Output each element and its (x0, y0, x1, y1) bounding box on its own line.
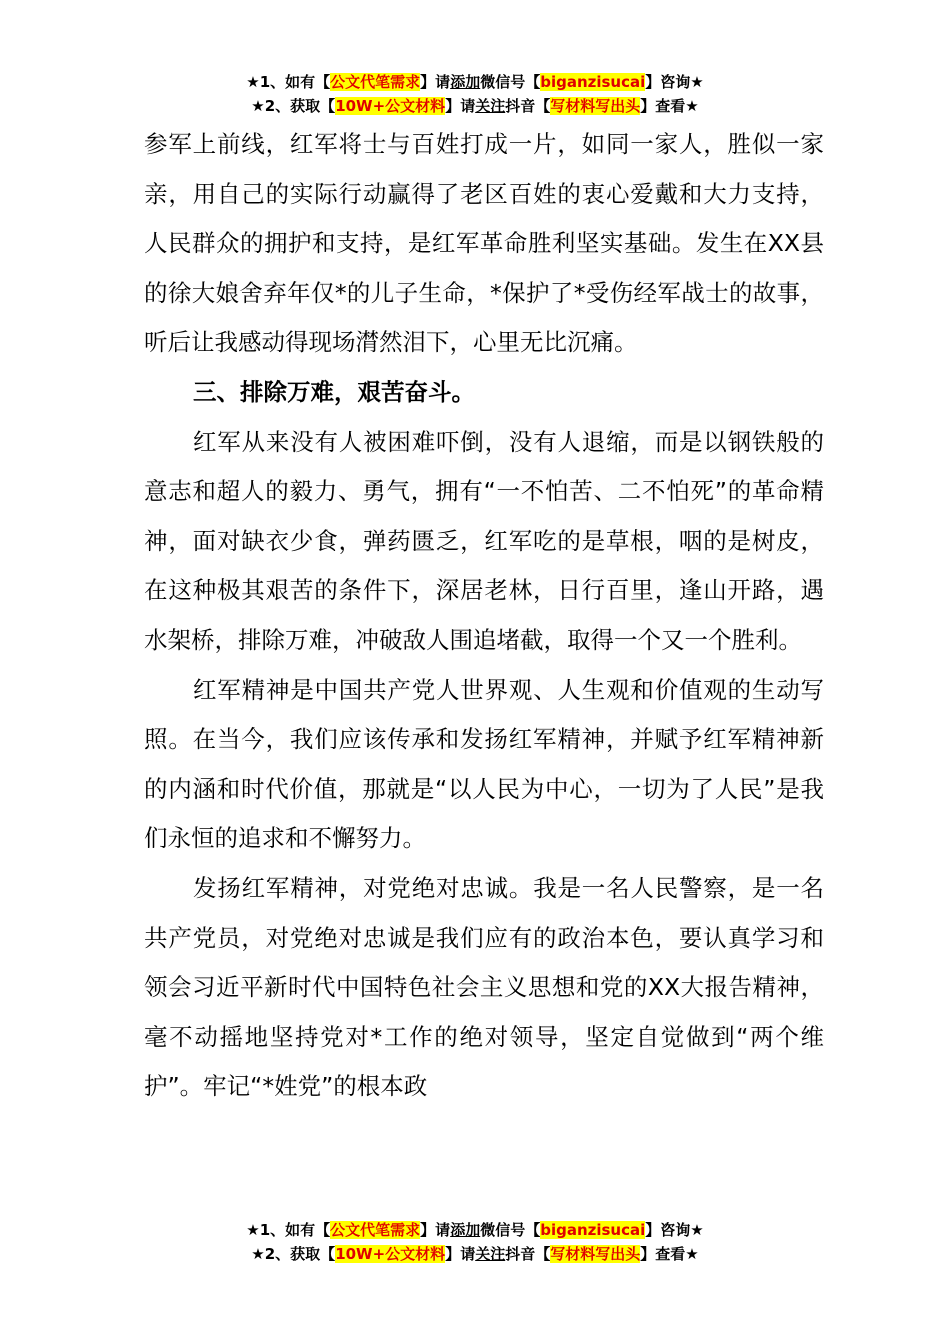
banner-text: 】咨询★ (645, 1221, 704, 1239)
banner-text: 微信号【 (480, 1221, 541, 1239)
highlight-wechat-id: biganzisucai (540, 1221, 646, 1239)
banner-line-2 (0, 1242, 950, 1266)
banner-text: 】请 (445, 97, 476, 115)
banner-text: 】查看★ (640, 97, 699, 115)
top-banner (0, 70, 950, 118)
highlight-douyin: 写材料写出头 (550, 1245, 641, 1263)
highlight-materials: 10W+公文材料 (335, 97, 446, 115)
highlight-materials: 10W+公文材料 (335, 1245, 446, 1263)
bottom-banner (0, 1218, 950, 1266)
paragraph-1: 参军上前线，红军将士与百姓打成一片，如同一家人，胜似一家亲，用自己的实际行动赢得了老区百姓的衷心爱戴和大力支持，人民群众的拥护和支持，是红军革命胜利坚实基础。发生在XX县的徐大娘舍弃年仅*的儿子生命，*保护了*受伤经军战士的故事，听后让我感动得现场潸然泪下，心里无比沉痛。 (144, 130, 824, 357)
underlined-text: 添加 (450, 1221, 481, 1239)
banner-text: 微信号【 (480, 73, 541, 91)
banner-line-1 (0, 70, 950, 94)
banner-text: 】请 (445, 1245, 476, 1263)
underlined-text: 添加 (450, 73, 481, 91)
banner-text: 】请 (420, 73, 451, 91)
highlight-wechat-id: biganzisucai (540, 73, 646, 91)
banner-text: 】查看★ (640, 1245, 699, 1263)
banner-line-1 (0, 1218, 950, 1242)
underlined-text: 关注 (475, 97, 506, 115)
highlight-service: 公文代笔需求 (330, 73, 421, 91)
banner-text: ★1、如有【 (246, 1221, 331, 1239)
banner-text: 抖音【 (505, 1245, 551, 1263)
banner-text: ★2、获取【 (251, 1245, 336, 1263)
highlight-service: 公文代笔需求 (330, 1221, 421, 1239)
paragraph-3: 红军精神是中国共产党人世界观、人生观和价值观的生动写照。在当今，我们应该传承和发扬红军精神，并赋予红军精神新的内涵和时代价值，那就是“以人民为中心，一切为了人民”是我们永恒的追求和不懈努力。 (144, 675, 824, 853)
banner-line-2 (0, 94, 950, 118)
paragraph-2: 红军从来没有人被困难吓倒，没有人退缩，而是以钢铁般的意志和超人的毅力、勇气，拥有“一不怕苦、二不怕死”的革命精神，面对缺衣少食，弹药匮乏，红军吃的是草根，咽的是树皮，在这种极其艰苦的条件下，深居老林，日行百里，逢山开路，遇水架桥，排除万难，冲破敌人围追堵截，取得一个又一个胜利。 (144, 427, 824, 654)
banner-text: ★1、如有【 (246, 73, 331, 91)
underlined-text: 关注 (475, 1245, 506, 1263)
banner-text: 】咨询★ (645, 73, 704, 91)
banner-text: 】请 (420, 1221, 451, 1239)
section-heading-3: 三、排除万难，艰苦奋斗。 (193, 377, 475, 406)
banner-text: 抖音【 (505, 97, 551, 115)
banner-text: ★2、获取【 (251, 97, 336, 115)
paragraph-4: 发扬红军精神，对党绝对忠诚。我是一名人民警察，是一名共产党员，对党绝对忠诚是我们应有的政治本色，要认真学习和领会习近平新时代中国特色社会主义思想和党的XX大报告精神，毫不动摇地坚持党对*工作的绝对领导，坚定自觉做到“两个维护”。牢记“*姓党”的根本政 (144, 873, 824, 1101)
document-body (144, 120, 824, 1112)
highlight-douyin: 写材料写出头 (550, 97, 641, 115)
